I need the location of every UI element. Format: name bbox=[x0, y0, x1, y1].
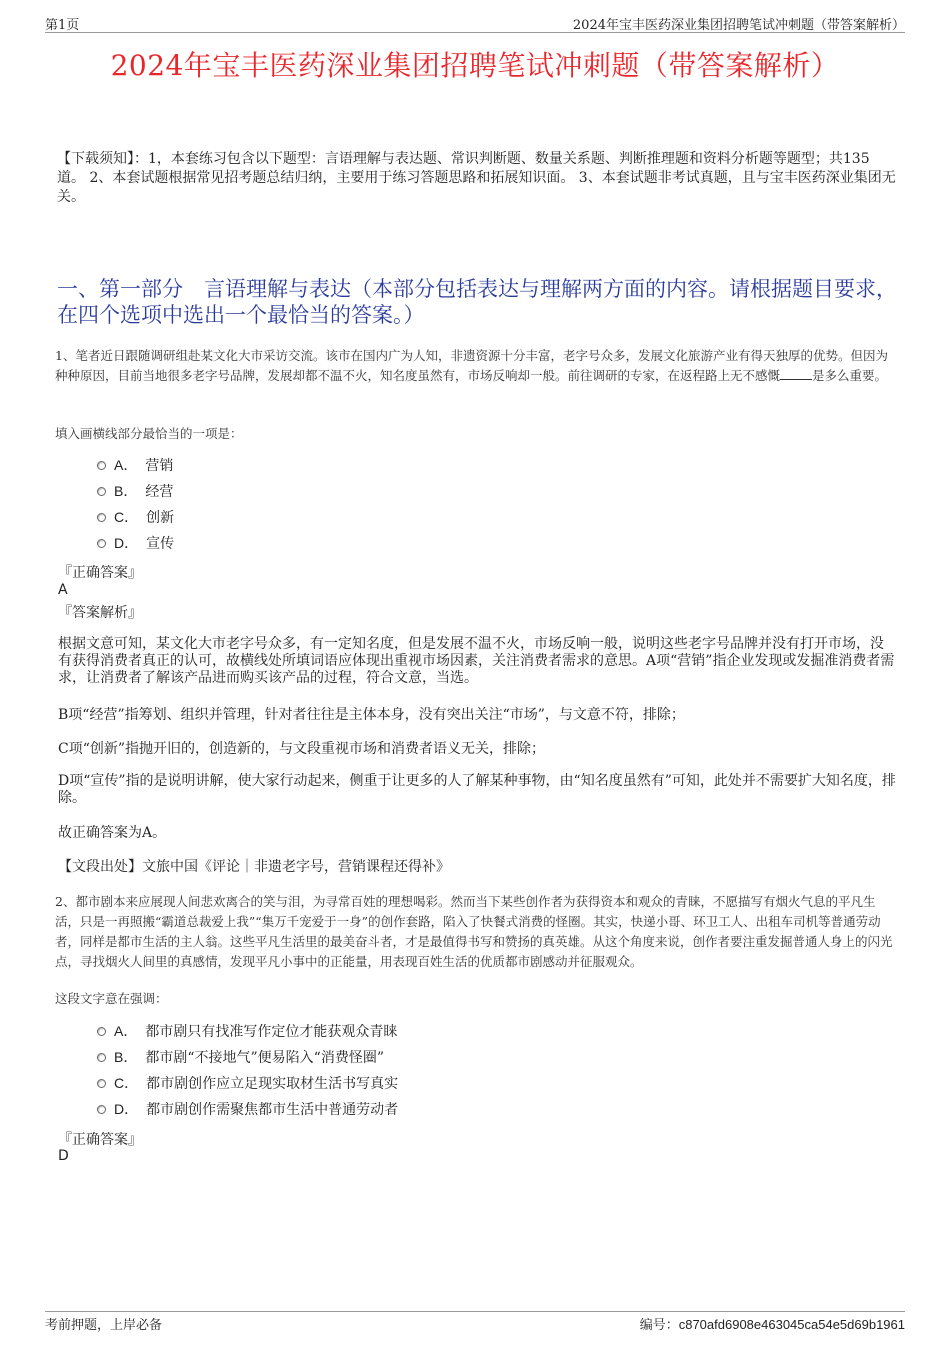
analysis-paragraph: 根据文意可知，某文化大市老字号众多，有一定知名度，但是发展不温不火，市场反响一般，说明这些老字号品牌并没有打开市场，没有获得消费者真正的认可，故横线处所填词语应体现出重视市场因素，关注消费者需求的意思。A项“营销”指企业发现或发掘准消费者需求，让消费者了解该产品进而购买该产品的过程，符合文意，当选。 bbox=[58, 636, 895, 686]
footer-code-label: 编号： bbox=[639, 1318, 679, 1333]
question-1-analysis-tag: 『答案解析』 bbox=[58, 605, 142, 621]
page-number: 第1页 bbox=[45, 18, 80, 33]
radio-icon[interactable] bbox=[97, 1027, 106, 1036]
question-1-option-c[interactable]: C． 创新 bbox=[97, 504, 174, 530]
footer-code-value: c870afd6908e463045ca54e5d69b1961 bbox=[678, 1317, 905, 1332]
analysis-paragraph: D项“宣传”指的是说明讲解，使大家行动起来，侧重于让更多的人了解某种事物，由“知名度虽然有”可知，此处并不需要扩大知名度，排除。 bbox=[58, 773, 896, 806]
question-2-option-c[interactable]: C． 都市剧创作应立足现实取材生活书写真实 bbox=[97, 1070, 398, 1096]
question-1-text-before: 1、笔者近日跟随调研组赴某文化大市采访交流。该市在国内广为人知，非遗资源十分丰富，老字号众多，发展文化旅游产业有得天独厚的优势。但因为种种原因，目前当地很多老字号品牌，发展却都不温不火，知名度虽然有，市场反响却一般。前往调研的专家，在返程路上无不感慨 bbox=[55, 348, 888, 383]
question-1-options bbox=[97, 452, 174, 556]
header-doc-title: 2024年宝丰医药深业集团招聘笔试冲刺题（带答案解析） bbox=[572, 18, 905, 33]
section-title: 一、第一部分 言语理解与表达（本部分包括表达与理解两方面的内容。请根据题目要求，在四个选项中选出一个最恰当的答案。） bbox=[57, 277, 897, 327]
question-2-options bbox=[97, 1018, 398, 1122]
question-1-option-b[interactable]: B． 经营 bbox=[97, 478, 174, 504]
radio-icon[interactable] bbox=[97, 1079, 106, 1088]
question-1-option-d[interactable]: D． 宣传 bbox=[97, 530, 174, 556]
question-2-option-b[interactable]: B． 都市剧“不接地气”便易陷入“消费怪圈” bbox=[97, 1044, 398, 1070]
page-title: 2024年宝丰医药深业集团招聘笔试冲刺题（带答案解析） bbox=[110, 49, 840, 82]
radio-icon[interactable] bbox=[97, 1053, 106, 1062]
radio-icon[interactable] bbox=[97, 1105, 106, 1114]
analysis-paragraph: C项“创新”指抛开旧的，创造新的，与文段重视市场和消费者语义无关，排除； bbox=[58, 741, 546, 757]
radio-icon[interactable] bbox=[97, 513, 106, 522]
radio-icon[interactable] bbox=[97, 487, 106, 496]
question-2-text: 2、都市剧本来应展现人间悲欢离合的笑与泪，为寻常百姓的理想喝彩。然而当下某些创作者为获得资本和观众的青睐，不愿描写有烟火气息的平凡生活，只是一再照搬“霸道总裁爱上我”“集万千宠爱于一身”的创作套路，陷入了快餐式消费的怪圈。其实，快递小哥、环卫工人、出租车司机等普通劳动者，同样是都市生活的主人翁。这些平凡生活里的最美奋斗者，才是最值得书写和赞扬的真英雄。从这个角度来说，创作者要注重发掘普通人身上的闪光点，寻找烟火人间里的真感情，发现平凡小事中的正能量，用表现百姓生活的优质都市剧感动并征服观众。 bbox=[55, 894, 893, 969]
radio-icon[interactable] bbox=[97, 539, 106, 548]
question-2-answer-tag: 『正确答案』 bbox=[58, 1132, 142, 1148]
radio-icon[interactable] bbox=[97, 461, 106, 470]
question-1-option-a[interactable]: A． 营销 bbox=[97, 452, 174, 478]
question-1-answer: A bbox=[58, 582, 68, 598]
download-notice: 【下载须知】：1，本套练习包含以下题型：言语理解与表达题、常识判断题、数量关系题、判断推理题和资料分析题等题型；共135道。 2、本套试题根据常见招考题总结归纳，主要用于练习答题思路和拓展知识面。 3、本套试题非考试真题，且与宝丰医药深业集团无关。 bbox=[57, 151, 896, 205]
question-2-prompt: 这段文字意在强调： bbox=[55, 991, 168, 1006]
question-1-answer-tag: 『正确答案』 bbox=[58, 565, 142, 581]
analysis-conclusion: 故正确答案为A。 bbox=[58, 825, 167, 841]
footer-slogan: 考前押题，上岸必备 bbox=[45, 1318, 163, 1333]
header-divider bbox=[45, 32, 905, 33]
fill-blank bbox=[780, 367, 812, 380]
question-2-option-d[interactable]: D． 都市剧创作需聚焦都市生活中普通劳动者 bbox=[97, 1096, 398, 1122]
footer-code bbox=[640, 1314, 905, 1333]
question-1-text bbox=[55, 346, 895, 386]
footer-divider bbox=[45, 1311, 905, 1312]
question-1-text-after: 是多么重要。 bbox=[812, 368, 888, 383]
source-citation: 【文段出处】文旅中国《评论｜非遗老字号，营销课程还得补》 bbox=[58, 859, 450, 875]
question-2-option-a[interactable]: A． 都市剧只有找准写作定位才能获观众青睐 bbox=[97, 1018, 398, 1044]
question-2-answer: D bbox=[58, 1148, 69, 1164]
analysis-paragraph: B项“经营”指筹划、组织并管理，针对者往往是主体本身，没有突出关注“市场”，与文意不符，排除； bbox=[58, 707, 685, 723]
question-1-prompt: 填入画横线部分最恰当的一项是： bbox=[55, 426, 243, 441]
